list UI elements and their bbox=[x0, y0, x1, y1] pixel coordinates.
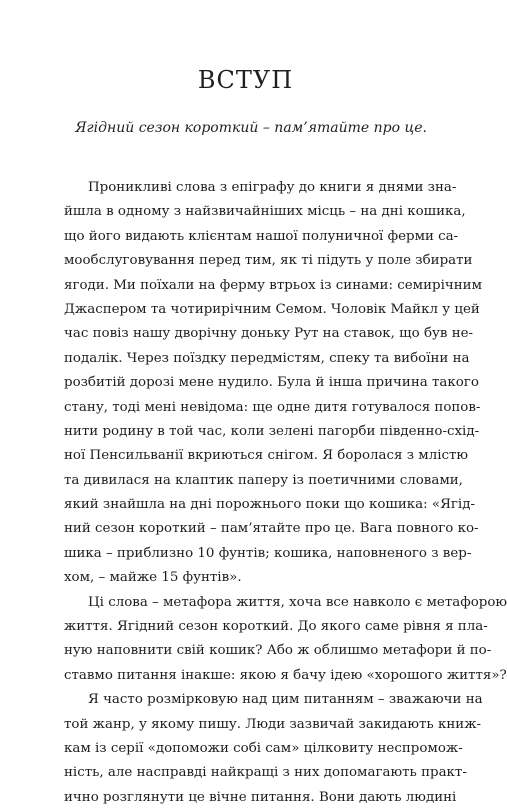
text-line: життя. Ягідний сезон короткий. До якого саме рівня я пла- bbox=[64, 619, 488, 635]
text-line: мообслуговування перед тим, як ті підуть у поле збирати bbox=[64, 253, 473, 269]
paragraph bbox=[64, 591, 507, 689]
text-line: кам із серії «допоможи собі сам» цілковиту неспромож- bbox=[64, 740, 463, 756]
paragraph bbox=[64, 176, 482, 591]
text-line: ставмо питання інакше: якою я бачу ідею «хорошого життя»? bbox=[64, 667, 507, 683]
text-line: ично розглянути це вічне питання. Вони дають людині bbox=[64, 789, 457, 805]
text-line: подалік. Через поїздку передмістям, спеку та вибоїни на bbox=[64, 350, 470, 366]
text-line: Проникливі слова з епіграфу до книги я днями зна- bbox=[88, 180, 457, 195]
text-line: стану, тоді мені невідома: ще одне дитя готувалося попов- bbox=[64, 399, 481, 415]
text-line: той жанр, у якому пишу. Люди зазвичай закидають книж- bbox=[64, 716, 482, 732]
text-line: та дивилася на клаптик паперу із поетичними словами, bbox=[64, 472, 463, 488]
text-line: Ці слова – метафора життя, хоча все навколо є метафорою bbox=[88, 594, 507, 610]
text-line: шика – приблизно 10 фунтів; кошика, наповненого з вер- bbox=[64, 545, 472, 561]
text-line: ної Пенсильванії вкриються снігом. Я боролася з млістю bbox=[64, 448, 469, 464]
text-line: ную наповнити свій кошик? Або ж облишмо метафори й по- bbox=[64, 643, 492, 659]
chapter-title: ВСТУП bbox=[197, 66, 294, 94]
text-line: ність, але насправді найкращі з них допомагають практ- bbox=[64, 765, 467, 781]
chapter-epigraph: Ягідний сезон короткий – пам’ятайте про це. bbox=[75, 120, 427, 136]
text-line: розбитій дорозі мене нудило. Була й інша причина такого bbox=[64, 375, 479, 391]
text-line: ягоди. Ми поїхали на ферму втрьох із синами: семирічним bbox=[64, 277, 482, 293]
text-line: хом, – майже 15 фунтів». bbox=[64, 570, 242, 586]
text-line: Джаспером та чотирирічним Семом. Чоловік Майкл у цей bbox=[64, 301, 480, 317]
text-line: нити родину в той час, коли зелені пагорби південно-схід- bbox=[64, 423, 480, 439]
text-line: Я часто розмірковую над цим питанням – зважаючи на bbox=[88, 692, 483, 708]
text-line: ний сезон короткий – пам’ятайте про це. Вага повного ко- bbox=[64, 521, 479, 537]
text-line: йшла в одному з найзвичайніших місць – на дні кошика, bbox=[64, 204, 466, 220]
text-line: час повіз нашу дворічну доньку Рут на ставок, що був не- bbox=[64, 326, 474, 342]
text-line: що його видають клієнтам нашої полуничної ферми са- bbox=[64, 228, 459, 244]
paragraph bbox=[64, 688, 483, 810]
chapter-body bbox=[64, 176, 507, 810]
text-line: який знайшла на дні порожнього поки що кошика: «Ягід- bbox=[64, 497, 475, 513]
